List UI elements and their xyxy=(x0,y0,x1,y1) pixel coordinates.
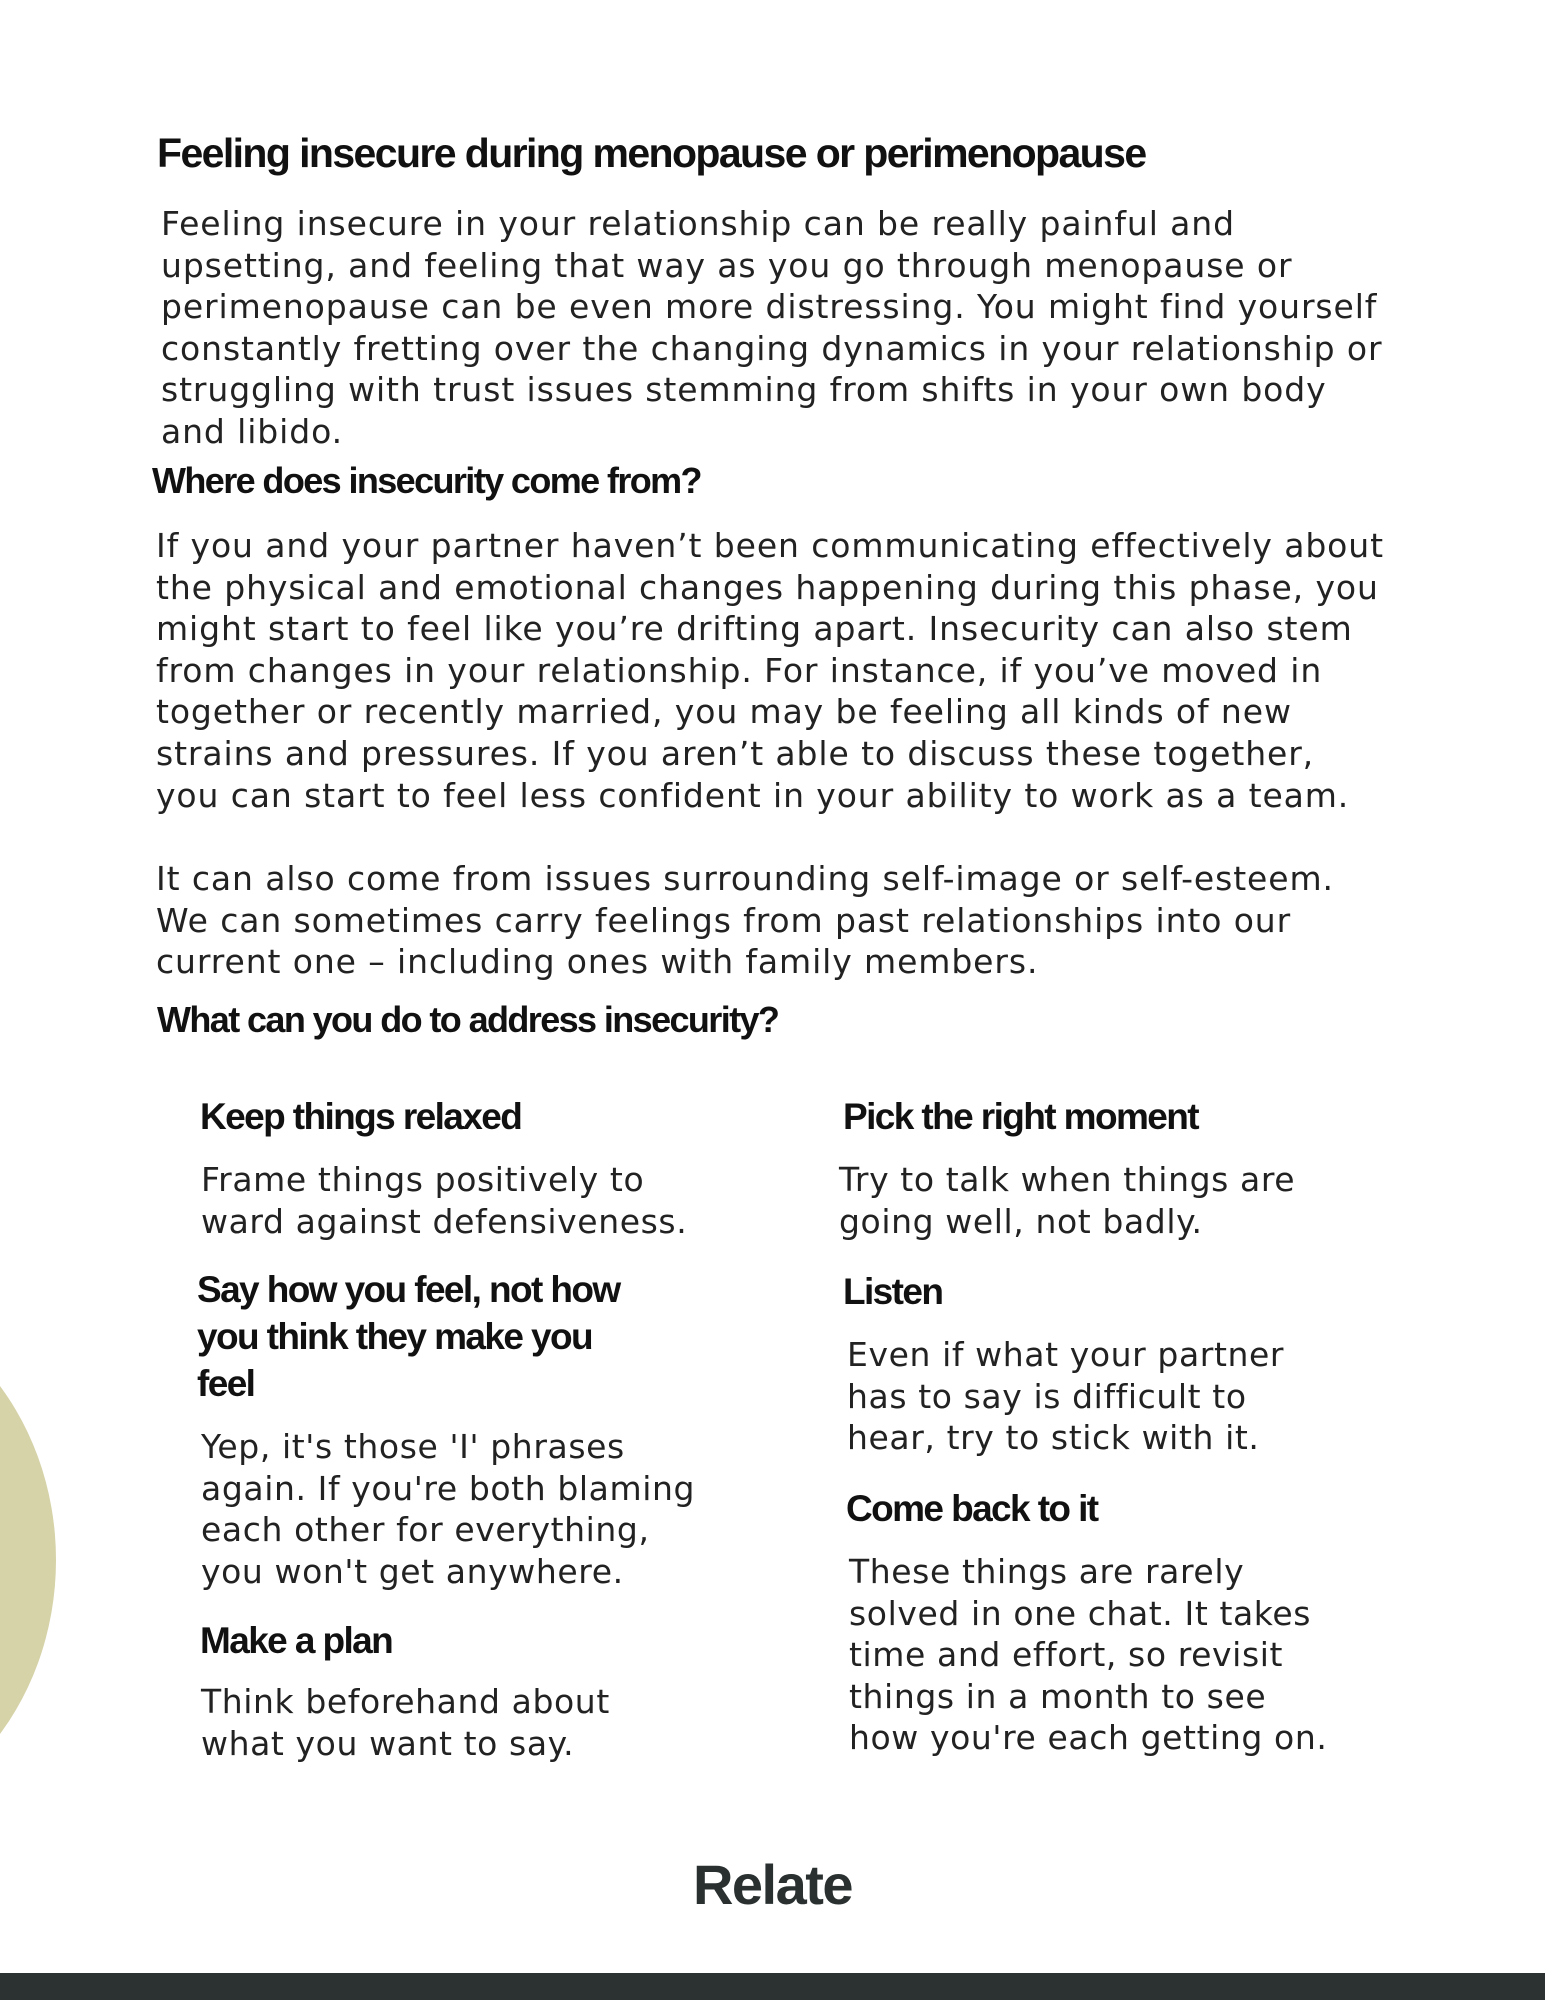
tip-title-listen: Listen xyxy=(843,1271,943,1312)
page-title: Feeling insecure during menopause or perimenopause xyxy=(157,130,1146,176)
tip-body-right-moment: Try to talk when things are going well, not badly. xyxy=(839,1160,1296,1241)
footer-bar xyxy=(0,1973,1545,2000)
tip-title-right-moment: Pick the right moment xyxy=(843,1096,1198,1137)
intro-paragraph: Feeling insecure in your relationship can be really painful and upsetting, and feeling that way as you go through menopause or perimenopause can be even more distressing. You might find yourself constantly fretting over the changing dynamics in your relationship or struggling with trust issues stemming from shifts in your own body and libido. xyxy=(161,204,1383,451)
tip-body-come-back: These things are rarely solved in one chat. It takes time and effort, so revisit things in a month to see how you're each getting on. xyxy=(849,1552,1328,1758)
tip-title-come-back: Come back to it xyxy=(846,1488,1098,1529)
tip-body-keep-relaxed: Frame things positively to ward against defensiveness. xyxy=(201,1160,688,1241)
tip-body-listen: Even if what your partner has to say is difficult to hear, try to stick with it. xyxy=(847,1335,1285,1458)
tip-title-keep-relaxed: Keep things relaxed xyxy=(200,1096,522,1137)
origin-paragraph-2: It can also come from issues surrounding self-image or self-esteem. We can sometimes carry feelings from past relationships into our current one – including ones with family members. xyxy=(156,859,1334,982)
tip-body-say-how-you-feel: Yep, it's those 'I' phrases again. If you're both blaming each other for everything, you won't get anywhere. xyxy=(201,1427,696,1591)
decorative-circle xyxy=(0,1290,56,1830)
tip-body-make-plan: Think beforehand about what you want to say. xyxy=(201,1682,610,1763)
tip-title-make-plan: Make a plan xyxy=(200,1620,393,1661)
relate-logo: Relate xyxy=(692,1853,853,1916)
section-heading-origin: Where does insecurity come from? xyxy=(152,460,701,501)
section-heading-address: What can you do to address insecurity? xyxy=(157,999,779,1040)
origin-paragraph-1: If you and your partner haven’t been communicating effectively about the physical and emotional changes happening during this phase, you might start to feel like you’re drifting apart. Insecurity can also stem from changes in your relationship. For instance, if you’ve moved in together or recently married, you may be feeling all kinds of new strains and pressures. If you aren’t able to discuss these together, you can start to feel less confident in your ability to work as a team. xyxy=(156,526,1384,815)
tip-title-say-how-you-feel: Say how you feel, not how you think they make you feel xyxy=(197,1269,620,1404)
